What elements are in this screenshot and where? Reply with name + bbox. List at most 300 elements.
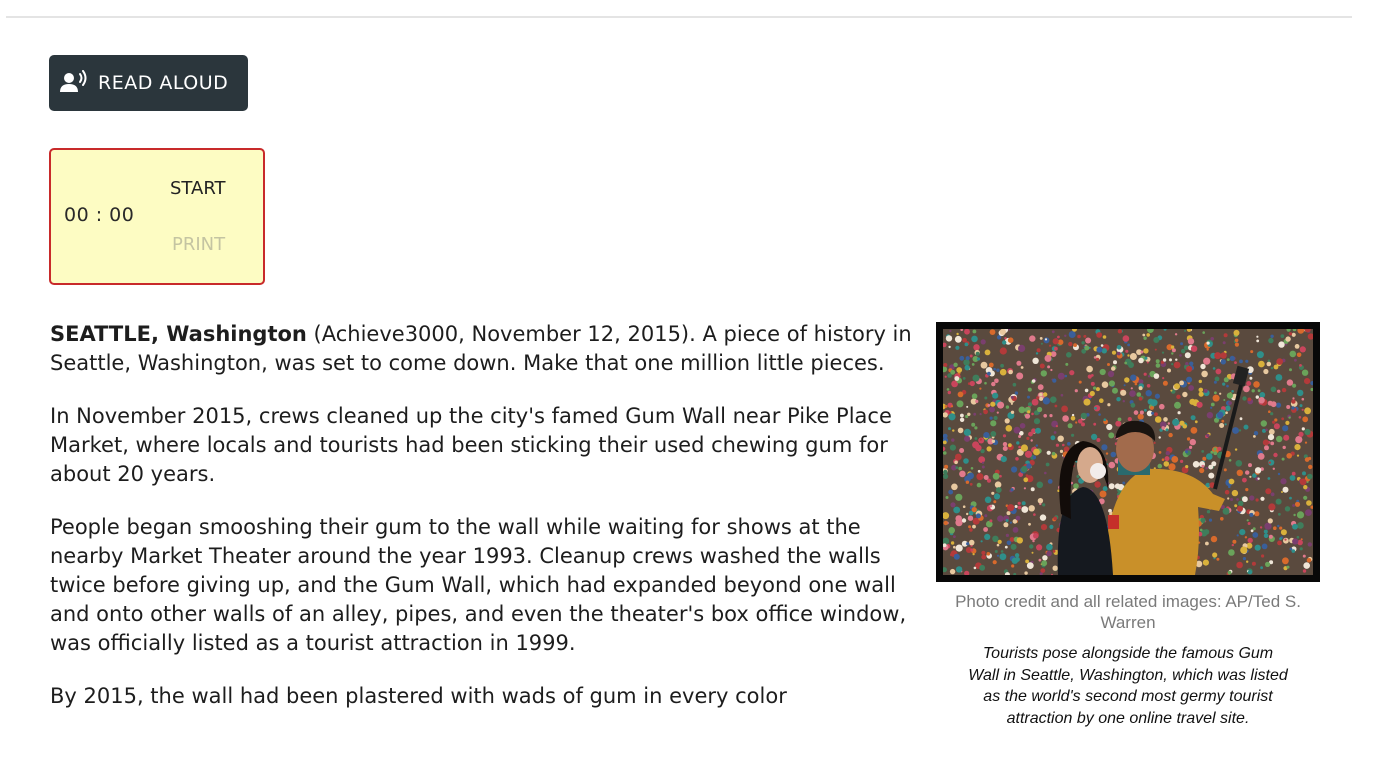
gum-dot — [1188, 385, 1194, 391]
gum-dot — [1076, 475, 1079, 478]
gum-dot — [1018, 502, 1021, 505]
gum-dot — [1302, 427, 1305, 430]
gum-dot — [1112, 351, 1116, 355]
speaker-person-icon — [59, 70, 89, 96]
gum-dot — [1179, 354, 1182, 357]
gum-dot — [998, 540, 1002, 544]
gum-dot — [1106, 424, 1112, 430]
gum-dot — [1211, 403, 1215, 407]
gum-dot — [993, 473, 1000, 480]
gum-dot — [1115, 421, 1121, 427]
gum-dot — [1212, 552, 1217, 557]
gum-dot — [984, 514, 987, 517]
gum-dot — [950, 569, 955, 574]
gum-dot — [1250, 350, 1253, 353]
gum-dot — [1068, 423, 1073, 428]
gum-dot — [990, 431, 996, 437]
gum-dot — [1032, 552, 1034, 554]
gum-dot — [963, 359, 969, 365]
gum-dot — [1140, 351, 1143, 354]
gum-dot — [1046, 544, 1053, 551]
gum-dot — [1011, 396, 1014, 399]
gum-dot — [1096, 387, 1100, 391]
gum-dot — [1096, 358, 1099, 361]
gum-dot — [973, 330, 977, 334]
gum-dot — [956, 333, 958, 335]
gum-dot — [972, 363, 975, 366]
gum-dot — [1109, 483, 1115, 489]
gum-dot — [955, 336, 962, 343]
gum-dot — [1123, 335, 1130, 342]
gum-dot — [950, 553, 953, 556]
gum-dot — [1283, 435, 1289, 441]
gum-dot — [1223, 399, 1225, 401]
gum-dot — [1290, 351, 1297, 358]
gum-dot — [1073, 343, 1077, 347]
gum-dot — [1065, 363, 1068, 366]
gum-dot — [991, 382, 995, 386]
gum-dot — [989, 407, 995, 413]
gum-dot — [967, 413, 970, 416]
gum-dot — [990, 329, 996, 335]
gum-dot — [964, 329, 970, 335]
gum-dot — [1182, 392, 1187, 397]
gum-dot — [1258, 453, 1265, 460]
gum-dot — [1039, 397, 1043, 401]
gum-dot — [1245, 536, 1247, 538]
gum-dot — [1289, 497, 1292, 500]
gum-dot — [1052, 452, 1056, 456]
gum-dot — [1280, 478, 1286, 484]
gum-dot — [1292, 549, 1296, 553]
gum-dot — [1209, 519, 1212, 522]
gum-dot — [1199, 388, 1204, 393]
gum-dot — [989, 505, 992, 508]
gum-dot — [1022, 501, 1026, 505]
gum-dot — [1232, 490, 1238, 496]
gum-dot — [1252, 532, 1258, 538]
gum-dot — [1109, 462, 1116, 469]
article-body — [50, 320, 920, 747]
gum-dot — [960, 414, 964, 418]
gum-dot — [981, 551, 985, 555]
gum-dot — [993, 500, 996, 503]
gum-dot — [1039, 393, 1042, 396]
gum-dot — [1034, 418, 1040, 424]
gum-dot — [1268, 338, 1273, 343]
gum-dot — [953, 363, 957, 367]
gum-dot — [965, 365, 970, 370]
gum-dot — [943, 441, 947, 445]
gum-dot — [1307, 558, 1312, 563]
gum-dot — [947, 388, 950, 391]
gum-dot — [966, 356, 970, 360]
gum-dot — [1184, 330, 1186, 332]
gum-dot — [1011, 466, 1017, 472]
gum-dot — [1056, 425, 1058, 427]
gum-dot — [1302, 416, 1308, 422]
gum-dot — [1281, 417, 1284, 420]
gum-dot — [1007, 541, 1012, 546]
gum-dot — [1279, 537, 1282, 540]
gum-dot — [991, 492, 994, 495]
gum-dot — [1225, 490, 1230, 495]
gum-dot — [1011, 403, 1013, 405]
gum-dot — [1124, 377, 1129, 382]
gum-dot — [1291, 399, 1295, 403]
gum-dot — [1147, 362, 1149, 364]
gum-dot — [1199, 392, 1204, 397]
gum-dot — [1257, 351, 1264, 358]
gum-dot — [1045, 355, 1052, 362]
gum-dot — [1018, 446, 1021, 449]
gum-dot — [1033, 456, 1037, 460]
gum-dot — [1016, 373, 1023, 380]
gum-dot — [1265, 562, 1270, 567]
gum-dot — [1096, 347, 1102, 353]
gum-dot — [1248, 570, 1252, 574]
gum-dot — [1072, 414, 1074, 416]
gum-dot — [1172, 348, 1176, 352]
gum-dot — [1058, 373, 1065, 380]
gum-dot — [1303, 555, 1306, 558]
gum-dot — [1191, 415, 1196, 420]
gum-dot — [1001, 550, 1004, 553]
gum-dot — [1167, 369, 1171, 373]
gum-dot — [1225, 423, 1227, 425]
gum-dot — [1189, 446, 1192, 449]
gum-dot — [1294, 359, 1297, 362]
gum-dot — [962, 338, 967, 343]
gum-dot — [1277, 525, 1279, 527]
gum-dot — [1285, 506, 1290, 511]
print-button[interactable]: PRINT — [172, 234, 226, 255]
gum-dot — [1158, 464, 1163, 469]
gum-dot — [1276, 499, 1282, 505]
gum-dot — [958, 428, 964, 434]
gum-dot — [1117, 352, 1121, 356]
gum-dot — [1050, 369, 1052, 371]
gum-dot — [1008, 370, 1013, 375]
gum-dot — [1297, 511, 1304, 518]
gum-dot — [1185, 362, 1188, 365]
gum-dot — [1041, 343, 1043, 345]
gum-dot — [997, 515, 1003, 521]
gum-dot — [1273, 453, 1277, 457]
gum-dot — [970, 549, 973, 552]
gum-dot — [1041, 370, 1047, 376]
gum-dot — [1298, 432, 1303, 437]
gum-dot — [1256, 395, 1259, 398]
gum-dot — [1216, 558, 1219, 561]
gum-dot — [1175, 333, 1177, 335]
gum-dot — [1068, 342, 1072, 346]
gum-dot — [958, 467, 962, 471]
gum-dot — [1058, 436, 1064, 442]
gum-dot — [1101, 444, 1107, 450]
gum-dot — [1283, 487, 1289, 493]
gum-dot — [976, 352, 980, 356]
gum-dot — [1244, 425, 1249, 430]
gum-dot — [982, 462, 984, 464]
gum-dot — [1100, 491, 1107, 498]
gum-dot — [1174, 383, 1180, 389]
gum-dot — [1293, 514, 1295, 516]
gum-dot — [1061, 406, 1068, 413]
gum-dot — [1188, 338, 1194, 344]
gum-dot — [993, 368, 996, 371]
gum-dot — [951, 438, 954, 441]
gum-dot — [1100, 369, 1106, 375]
gum-dot — [1251, 529, 1254, 532]
gum-dot — [1261, 554, 1264, 557]
gum-dot — [958, 392, 964, 398]
gum-dot — [1216, 369, 1222, 375]
gum-dot — [1277, 390, 1280, 393]
gum-dot — [1129, 390, 1136, 397]
photo-caption: Tourists pose alongside the famous Gum Wall in Seattle, Washington, which was listed as the world's second most germy tourist attraction by one online travel site. — [968, 645, 1288, 727]
gum-dot — [1286, 405, 1290, 409]
gum-dot — [1237, 506, 1243, 512]
gum-dot — [1018, 435, 1021, 438]
gum-dot — [1201, 371, 1208, 378]
gum-dot — [1229, 459, 1232, 462]
gum-dot — [1162, 352, 1164, 354]
gum-dot — [1143, 348, 1148, 353]
gum-dot — [979, 388, 981, 390]
gum-dot — [1253, 527, 1256, 530]
gum-dot — [1036, 544, 1042, 550]
gum-dot — [1057, 336, 1060, 339]
gum-dot — [996, 369, 999, 372]
gum-dot — [1232, 427, 1239, 434]
gum-dot — [1155, 394, 1160, 399]
gum-dot — [1253, 381, 1260, 388]
gum-dot — [1164, 461, 1170, 467]
gum-dot — [987, 552, 991, 556]
gum-dot — [1271, 387, 1277, 393]
gum-dot — [1051, 435, 1056, 440]
gum-dot — [1202, 331, 1205, 334]
gum-dot — [987, 372, 991, 376]
gum-dot — [1089, 398, 1091, 400]
gum-dot — [1041, 524, 1047, 530]
gum-dot — [1005, 546, 1008, 549]
gum-dot — [962, 518, 966, 522]
gum-dot — [1151, 412, 1154, 415]
gum-dot — [1227, 497, 1229, 499]
gum-dot — [1274, 423, 1280, 429]
gum-dot — [1127, 344, 1130, 347]
gum-dot — [955, 346, 959, 350]
gum-dot — [1186, 377, 1192, 383]
gum-dot — [1026, 474, 1029, 477]
gum-dot — [1128, 417, 1132, 421]
gum-dot — [1237, 534, 1239, 536]
gum-dot — [1113, 360, 1117, 364]
gum-dot — [1139, 386, 1143, 390]
gum-dot — [975, 400, 978, 403]
gum-dot — [1123, 400, 1125, 402]
gum-dot — [1239, 429, 1241, 431]
gum-dot — [952, 429, 954, 431]
gum-dot — [1213, 367, 1216, 370]
gum-dot — [989, 519, 992, 522]
gum-dot — [1155, 416, 1162, 423]
gum-dot — [1255, 545, 1261, 551]
gum-dot — [956, 566, 962, 572]
gum-dot — [1084, 346, 1089, 351]
gum-dot — [1168, 463, 1175, 470]
gum-dot — [1281, 491, 1283, 493]
gum-dot — [1306, 500, 1312, 506]
gum-dot — [1259, 392, 1265, 398]
gum-dot — [970, 483, 973, 486]
gum-dot — [1249, 377, 1252, 380]
gum-dot — [1073, 483, 1079, 489]
article-paragraph-1 — [50, 320, 920, 378]
gum-dot — [1025, 414, 1030, 419]
gum-dot — [1292, 472, 1296, 476]
gum-dot — [1221, 420, 1224, 423]
gum-dot — [1036, 444, 1038, 446]
gum-dot — [1290, 475, 1296, 481]
gum-dot — [1291, 406, 1294, 409]
gum-dot — [1270, 412, 1273, 415]
gum-dot — [1035, 428, 1041, 434]
gum-dot — [1025, 451, 1032, 458]
gum-dot — [1128, 362, 1134, 368]
gum-dot — [1240, 417, 1243, 420]
gum-dot — [1053, 566, 1058, 571]
gum-dot — [1208, 473, 1214, 479]
gum-dot — [1138, 358, 1144, 364]
gum-dot — [1284, 539, 1286, 541]
gum-dot — [1213, 395, 1220, 402]
gum-dot — [1172, 419, 1179, 426]
gum-dot — [1011, 411, 1014, 414]
gum-dot — [959, 356, 964, 361]
gum-dot — [1122, 482, 1125, 485]
gum-dot — [977, 483, 982, 488]
gum-dot — [944, 521, 948, 525]
gum-dot — [1254, 511, 1259, 516]
gum-dot — [1171, 456, 1178, 463]
gum-dot — [1007, 511, 1011, 515]
gum-dot — [983, 432, 989, 438]
gum-dot — [1033, 513, 1036, 516]
gum-dot — [1185, 352, 1191, 358]
gum-dot — [1081, 422, 1085, 426]
gum-dot — [946, 335, 952, 341]
gum-dot — [1222, 383, 1225, 386]
dateline: SEATTLE, Washington — [50, 322, 307, 346]
gum-dot — [1263, 440, 1269, 446]
gum-dot — [1011, 564, 1014, 567]
gum-dot — [1159, 436, 1161, 438]
gum-dot — [1031, 487, 1035, 491]
gum-dot — [993, 560, 997, 564]
gum-dot — [1099, 398, 1104, 403]
gum-wall-photo[interactable] — [936, 322, 1320, 582]
top-divider — [6, 16, 1352, 18]
gum-dot — [1211, 461, 1216, 466]
gum-dot — [1146, 333, 1150, 337]
gum-dot — [1066, 352, 1072, 358]
gum-dot — [1277, 541, 1282, 546]
gum-dot — [992, 440, 995, 443]
gum-dot — [1147, 384, 1151, 388]
gum-dot — [1090, 391, 1095, 396]
gum-dot — [945, 405, 948, 408]
gum-dot — [1006, 425, 1013, 432]
gum-dot — [1261, 420, 1267, 426]
gum-dot — [1040, 364, 1045, 369]
gum-dot — [1081, 341, 1084, 344]
gum-dot — [973, 413, 976, 416]
gum-dot — [955, 515, 962, 522]
gum-dot — [1200, 529, 1203, 532]
gum-dot — [994, 379, 999, 384]
gum-dot — [1282, 425, 1288, 431]
gum-dot — [1108, 371, 1114, 377]
gum-dot — [1091, 434, 1097, 440]
gum-dot — [1308, 465, 1312, 469]
gum-dot — [1294, 444, 1300, 450]
gum-dot — [1081, 413, 1087, 419]
gum-dot — [1256, 336, 1258, 338]
gum-dot — [1304, 378, 1310, 384]
gum-dot — [1249, 495, 1254, 500]
gum-dot — [1017, 537, 1023, 543]
gum-dot — [1186, 366, 1192, 372]
gum-dot — [1166, 428, 1169, 431]
gum-dot — [1043, 397, 1050, 404]
gum-dot — [1203, 358, 1210, 365]
gum-dot — [1019, 407, 1026, 414]
gum-dot — [1207, 510, 1210, 513]
gum-dot — [1043, 392, 1047, 396]
gum-dot — [1042, 503, 1045, 506]
gum-dot — [1199, 380, 1202, 383]
gum-dot — [1248, 463, 1252, 467]
gum-dot — [1206, 453, 1213, 460]
gum-dot — [1220, 517, 1224, 521]
gum-dot — [1037, 482, 1044, 489]
gum-dot — [1021, 506, 1028, 513]
gum-dot — [1268, 410, 1271, 413]
gum-dot — [1232, 540, 1236, 544]
gum-dot — [1154, 442, 1156, 444]
read-aloud-button[interactable] — [49, 55, 248, 111]
gum-dot — [1300, 346, 1306, 352]
gum-dot — [954, 376, 959, 381]
gum-dot — [1302, 398, 1305, 401]
gum-dot — [1015, 505, 1018, 508]
gum-dot — [1276, 374, 1283, 381]
gum-dot — [1260, 526, 1262, 528]
gum-dot — [973, 344, 979, 350]
gum-dot — [1052, 330, 1055, 333]
gum-dot — [1282, 458, 1285, 461]
photo-credit: Photo credit and all related images: AP/Ted S. Warren — [955, 592, 1301, 632]
gum-dot — [968, 516, 973, 521]
gum-dot — [1111, 366, 1115, 370]
gum-dot — [1219, 423, 1224, 428]
gum-dot — [1146, 390, 1152, 396]
gum-dot — [964, 429, 971, 436]
start-button[interactable]: START — [170, 178, 226, 199]
